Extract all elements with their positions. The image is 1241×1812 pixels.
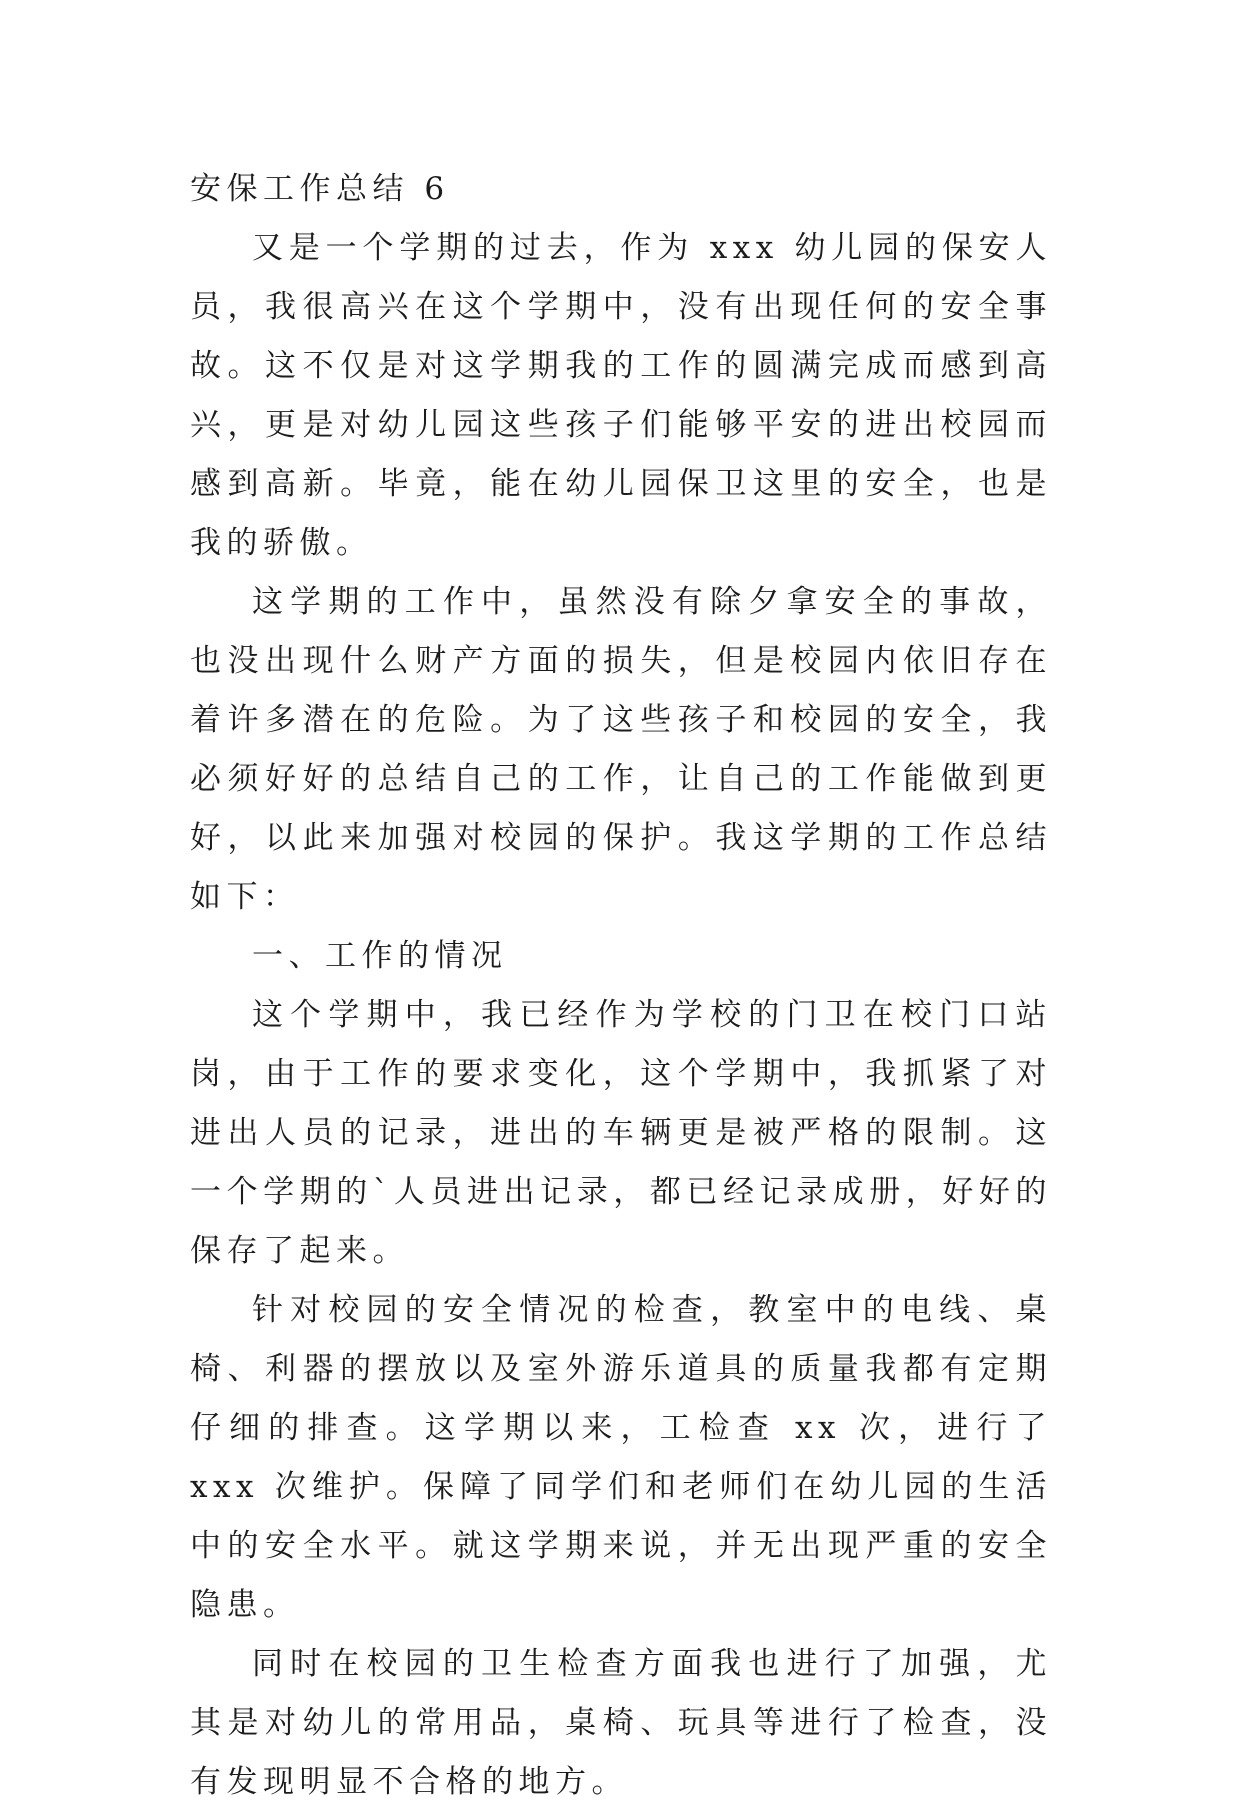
paragraph-hygiene-inspection: 同时在校园的卫生检查方面我也进行了加强，尤其是对幼儿的常用品，桌椅、玩具等进行了检查，没有发现明显不合格的地方。 bbox=[190, 1646, 1052, 1800]
paragraph-intro: 又是一个学期的过去，作为 xxx 幼儿园的保安人员，我很高兴在这个学期中，没有出现任何的安全事故。这不仅是对这学期我的工作的圆满完成而感到高兴，更是对幼儿园这些孩子们能够平安的进出校园而感到高新。毕竟，能在幼儿园保卫这里的安全，也是我的骄傲。 bbox=[190, 230, 1052, 561]
document-body bbox=[190, 160, 1052, 1812]
paragraph-safety-inspection: 针对校园的安全情况的检查，教室中的电线、桌椅、利器的摆放以及室外游乐道具的质量我都有定期仔细的排查。这学期以来，工检查 xx 次，进行了 xxx 次维护。保障了同学们和老师们在幼儿园的生活中的安全水平。就这学期来说，并无出现严重的安全隐患。 bbox=[190, 1292, 1052, 1623]
document-title: 安保工作总结 6 bbox=[190, 171, 450, 207]
paragraph-gate-duty: 这个学期中，我已经作为学校的门卫在校门口站岗，由于工作的要求变化，这个学期中，我抓紧了对进出人员的记录，进出的车辆更是被严格的限制。这一个学期的`人员进出记录，都已经记录成册，好好的保存了起来。 bbox=[190, 997, 1052, 1269]
section-heading-work-situation: 一、工作的情况 bbox=[252, 938, 508, 974]
paragraph-risks: 这学期的工作中，虽然没有除夕拿安全的事故，也没出现什么财产方面的损失，但是校园内依旧存在着许多潜在的危险。为了这些孩子和校园的安全，我必须好好的总结自己的工作，让自己的工作能做到更好，以此来加强对校园的保护。我这学期的工作总结如下： bbox=[190, 584, 1052, 915]
